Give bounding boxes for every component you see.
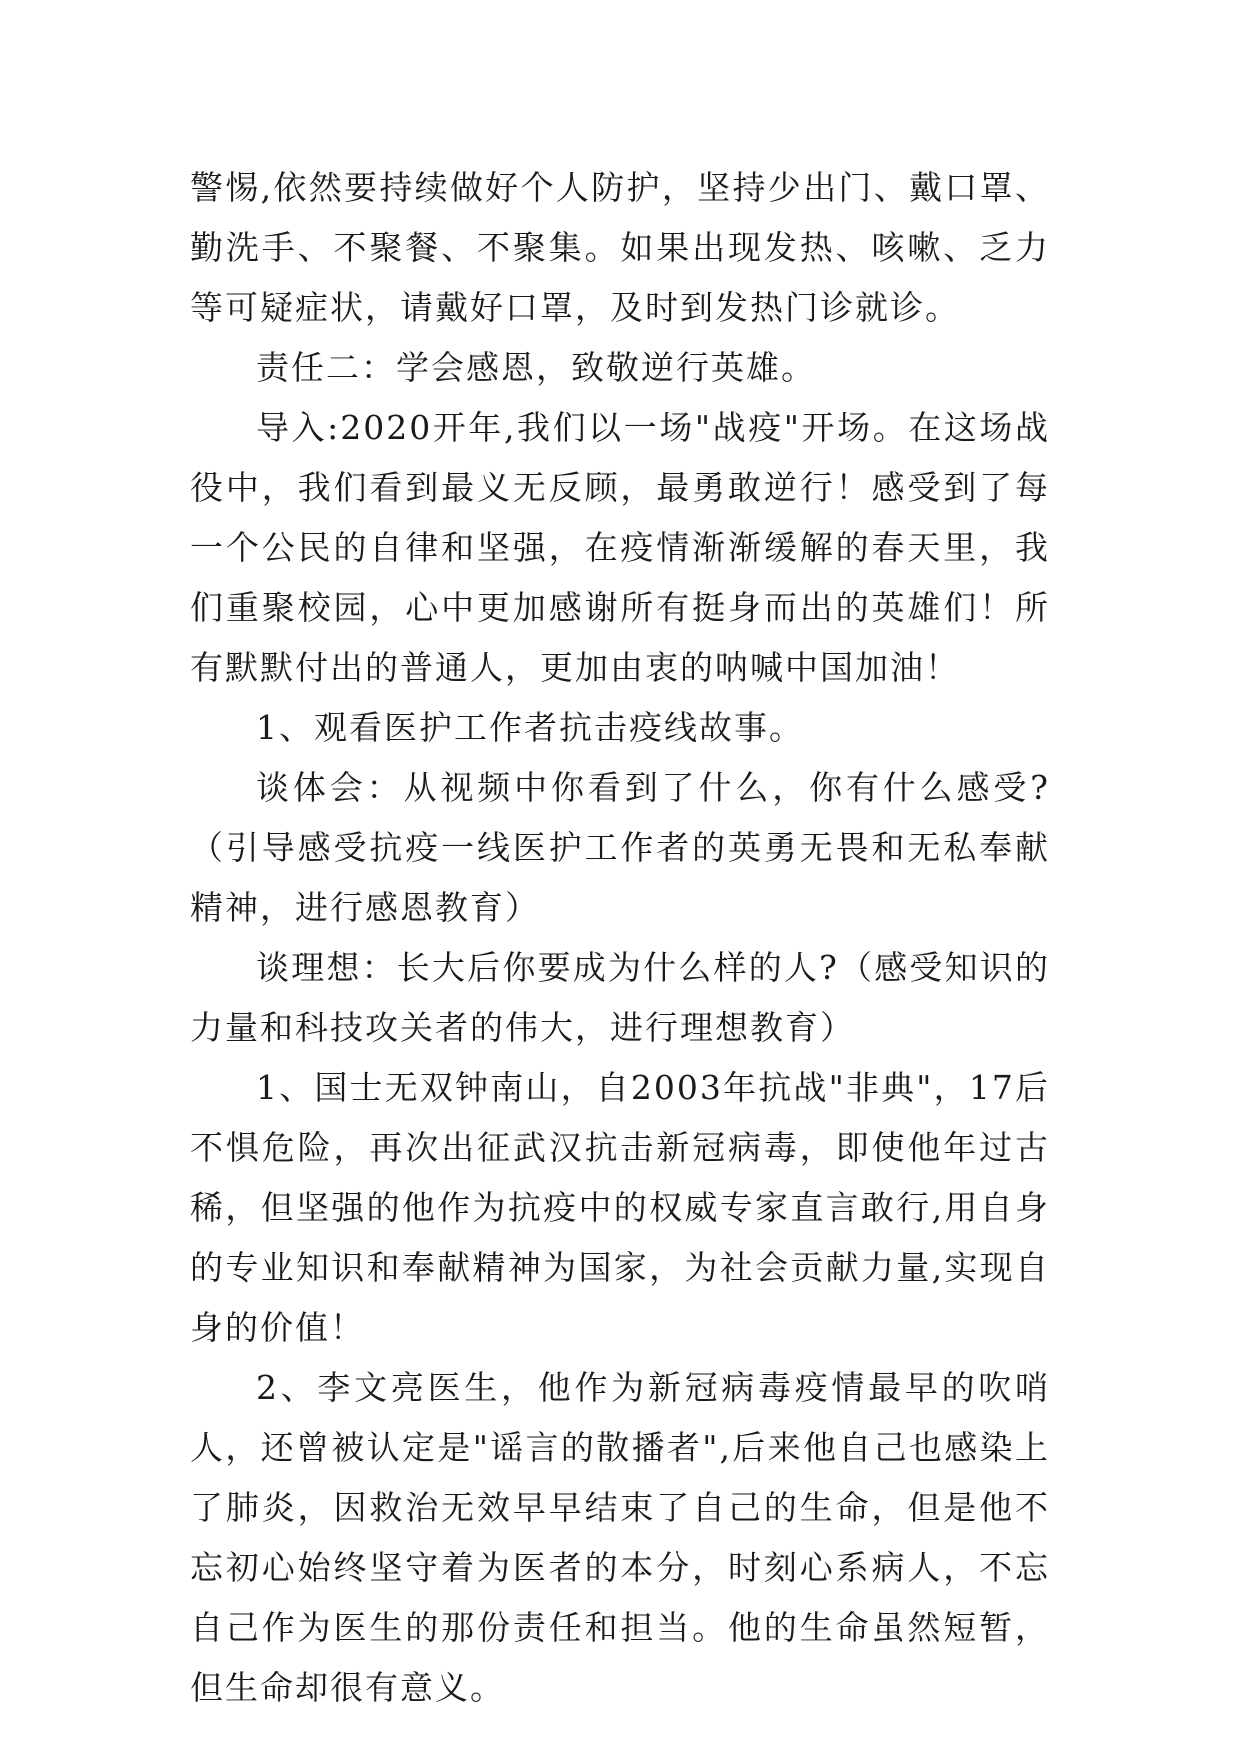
document-body <box>190 158 1050 1718</box>
paragraph-continuation: 警惕,依然要持续做好个人防护，坚持少出门、戴口罩、勤洗手、不聚餐、不聚集。如果出现发热、咳嗽、乏力等可疑症状，请戴好口罩，及时到发热门诊就诊。 <box>190 168 1050 327</box>
paragraph-talk-experience: 谈体会：从视频中你看到了什么，你有什么感受?（引导感受抗疫一线医护工作者的英勇无畏和无私奉献精神，进行感恩教育） <box>190 768 1050 927</box>
paragraph-li-wenliang: 2、李文亮医生，他作为新冠病毒疫情最早的吹哨人，还曾被认定是"谣言的散播者",后来他自己也感染上了肺炎，因救治无效早早结束了自己的生命，但是他不忘初心始终坚守着为医者的本分，时刻心系病人，不忘自己作为医生的那份责任和担当。他的生命虽然短暂，但生命却很有意义。 <box>190 1368 1050 1707</box>
paragraph-introduction: 导入:2020开年,我们以一场"战疫"开场。在这场战役中，我们看到最义无反顾，最勇敢逆行！感受到了每一个公民的自律和坚强，在疫情渐渐缓解的春天里，我们重聚校园，心中更加感谢所有挺身而出的英雄们！所有默默付出的普通人，更加由衷的呐喊中国加油！ <box>190 408 1050 687</box>
paragraph-responsibility-two: 责任二：学会感恩，致敬逆行英雄。 <box>256 348 816 387</box>
paragraph-zhong-nanshan: 1、国士无双钟南山，自2003年抗战"非典"，17后不惧危险，再次出征武汉抗击新冠病毒，即使他年过古稀，但坚强的他作为抗疫中的权威专家直言敢行,用自身的专业知识和奉献精神为国家，为社会贡献力量,实现自身的价值！ <box>190 1068 1050 1347</box>
paragraph-watch-story: 1、观看医护工作者抗击疫线故事。 <box>256 708 804 747</box>
paragraph-talk-ideal: 谈理想：长大后你要成为什么样的人?（感受知识的力量和科技攻关者的伟大，进行理想教育） <box>190 948 1050 1047</box>
